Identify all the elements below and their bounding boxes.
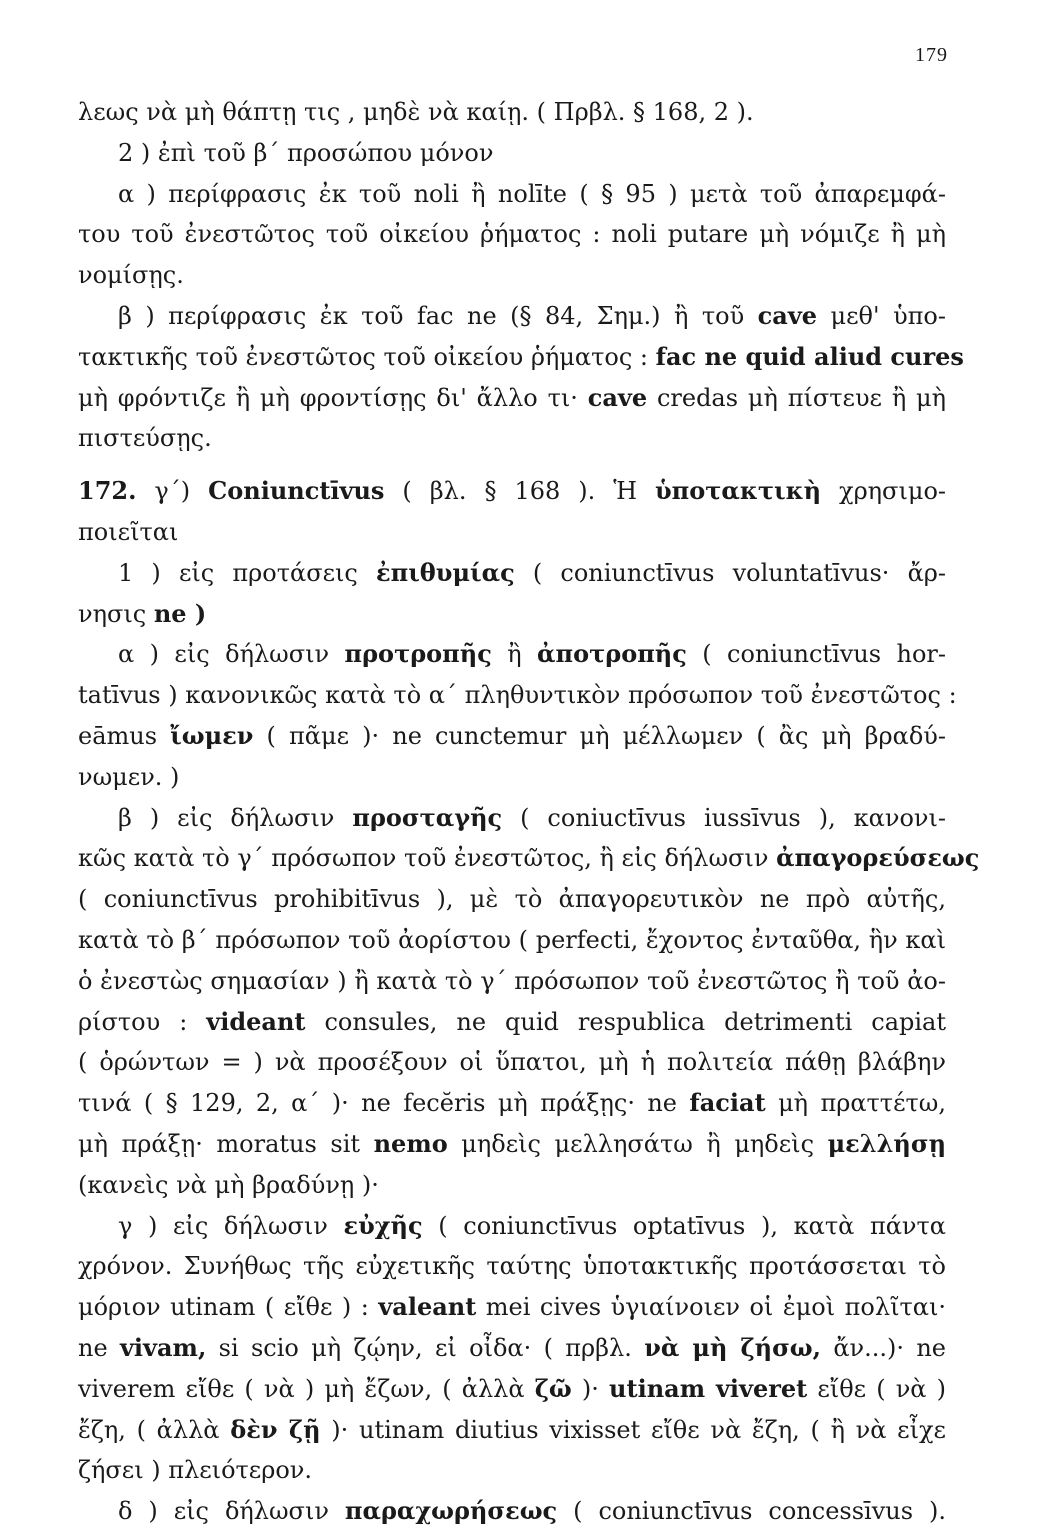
text-line: ne vivam, si scio μὴ ζῴην, εἰ οἶδα· ( πρβλ. νὰ μὴ ζήσω, ἄν...)· ne [78, 1332, 946, 1362]
text-line: α ) εἰς δήλωσιν προτροπῆς ἢ ἀποτροπῆς ( coniunctīvus hor- [118, 639, 946, 669]
section-heading-line: 172. γ΄) Coniunctīvus ( βλ. § 168 ). Ἡ ὑποτακτικὴ χρησιμο- [78, 476, 947, 506]
text-line: του τοῦ ἐνεστῶτος τοῦ οἰκείου ῥήματος : noli putare μὴ νόμιζε ἢ μὴ [78, 220, 946, 249]
text-line: πιστεύσῃς. [78, 424, 212, 453]
text-line: γ ) εἰς δήλωσιν εὐχῆς ( coniunctīvus optatīvus ), κατὰ πάντα [118, 1210, 946, 1240]
text-line: τακτικῆς τοῦ ἐνεστῶτος τοῦ οἰκείου ῥήματος : fac ne quid aliud cures [78, 341, 964, 371]
text-line: 2 ) ἐπὶ τοῦ β΄ προσώπου μόνον [118, 138, 494, 167]
text-line: μὴ πράξῃ· moratus sit nemo μηδεὶς μελλησάτω ἢ μηδεὶς μελλήσῃ [78, 1128, 947, 1158]
text-line: μὴ φρόντιζε ἢ μὴ φροντίσῃς δι' ἄλλο τι· cave credas μὴ πίστευε ἢ μὴ [78, 382, 946, 412]
text-line: β ) περίφρασις ἐκ τοῦ fac ne (§ 84, Σημ.) ἢ τοῦ cave μεθ' ὑπο- [118, 300, 946, 330]
text-line: tatīvus ) κανονικῶς κατὰ τὸ α΄ πληθυντικὸν πρόσωπον τοῦ ἐνεστῶτος : [78, 681, 957, 710]
text-line: κατὰ τὸ β΄ πρόσωπον τοῦ ἀορίστου ( perfecti, ἔχοντος ἐνταῦθα, ἣν καὶ [78, 925, 946, 954]
text-line: ὁ ἐνεστὼς σημασίαν ) ἢ κατὰ τὸ γ΄ πρόσωπον τοῦ ἐνεστῶτος ἢ τοῦ ἀο- [78, 966, 946, 995]
text-line: τινά ( § 129, 2, α΄ )· ne fecĕris μὴ πράξῃς· ne faciat μὴ πραττέτω, [78, 1088, 946, 1118]
text-line: ( coniunctīvus prohibitīvus ), μὲ τὸ ἀπαγορευτικὸν ne πρὸ αὐτῆς, [78, 885, 946, 914]
text-line: β ) εἰς δήλωσιν προσταγῆς ( coniuctīvus iussīvus ), κανονι- [118, 802, 947, 832]
text-line: α ) περίφρασις ἐκ τοῦ noli ἢ nolīte ( § 95 ) μετὰ τοῦ ἀπαρεμφά- [118, 179, 946, 208]
text-line: κῶς κατὰ τὸ γ΄ πρόσωπον τοῦ ἐνεστῶτος, ἢ εἰς δήλωσιν ἀπαγορεύσεως [78, 843, 980, 873]
page-number: 179 [915, 44, 948, 66]
text-line: ζήσει ) πλειότερον. [78, 1456, 312, 1485]
text-line: 1 ) εἰς προτάσεις ἐπιθυμίας ( coniunctīvus voluntatīvus· ἄρ- [118, 557, 947, 587]
text-body [78, 92, 980, 1532]
text-line: νομίσῃς. [78, 261, 184, 290]
text-line: eāmus ἴωμεν ( πᾶμε )· ne cunctemur μὴ μέλλωμεν ( ἂς μὴ βραδύ- [78, 720, 946, 750]
text-line: νησις ne ) [78, 598, 207, 628]
text-line: ( ὁρώντων = ) νὰ προσέξουν οἱ ὕπατοι, μὴ ἡ πολιτεία πάθῃ βλάβην [78, 1048, 946, 1077]
text-line: (κανεὶς νὰ μὴ βραδύνῃ )· [78, 1170, 379, 1199]
text-line: viverem εἴθε ( νὰ ) μὴ ἔζων, ( ἀλλὰ ζῶ )· utinam viveret εἴθε ( νὰ ) [78, 1373, 947, 1403]
text-line: ρίστου : videant consules, ne quid respublica detrimenti capiat [78, 1006, 946, 1036]
text-line: δ ) εἰς δήλωσιν παραχωρήσεως ( coniunctīvus concessīvus ). [118, 1496, 946, 1526]
text-line: λεως νὰ μὴ θάπτῃ τις , μηδὲ νὰ καίῃ. ( Πρβλ. § 168, 2 ). [78, 98, 754, 126]
text-line: μόριον utinam ( εἴθε ) : valeant mei cives ὑγιαίνοιεν οἱ ἐμοὶ πολῖται· [78, 1292, 947, 1322]
text-line: νωμεν. ) [78, 762, 180, 791]
text-line: χρόνον. Συνήθως τῆς εὐχετικῆς ταύτης ὑποτακτικῆς προτάσσεται τὸ [78, 1252, 946, 1281]
text-line: ποιεῖται [78, 517, 179, 546]
text-line: ἔζη, ( ἀλλὰ δὲν ζῇ )· utinam diutius vixisset εἴθε νὰ ἔζη, ( ἢ νὰ εἶχε [78, 1414, 946, 1444]
